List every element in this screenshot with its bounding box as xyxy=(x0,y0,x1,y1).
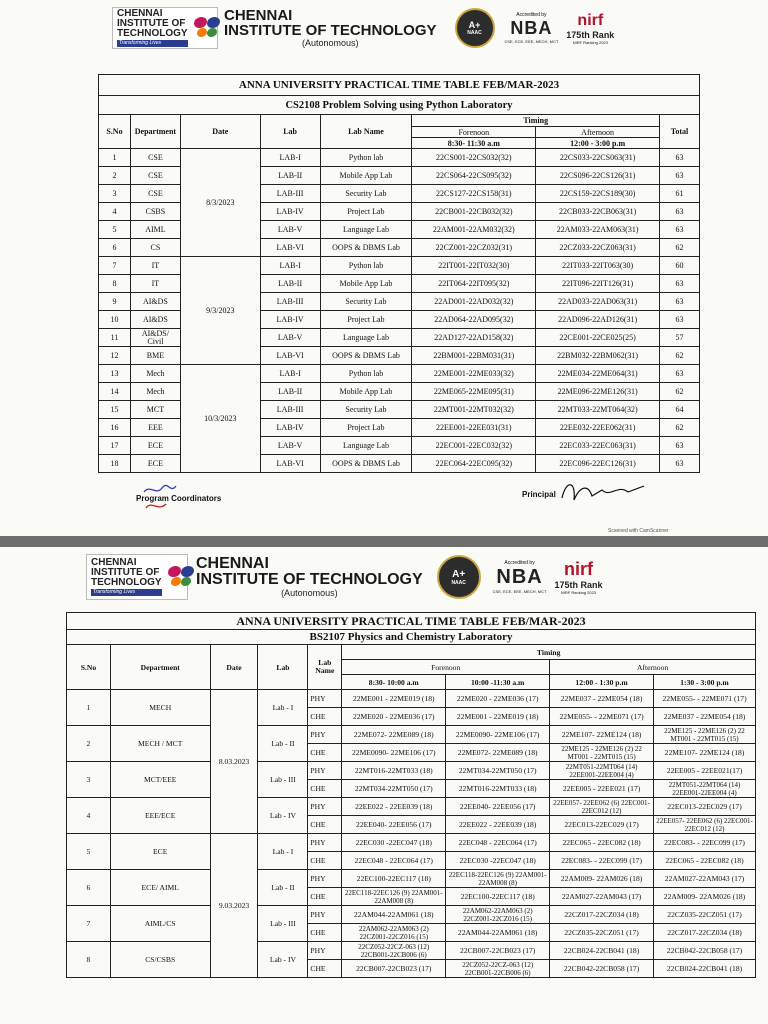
lab-name-cell: Python lab xyxy=(320,149,412,167)
col-date-2: Date xyxy=(210,645,258,690)
slot-cell: 22EC100-22EC117 (18) xyxy=(446,888,550,906)
lab-cell: Lab - II xyxy=(258,870,308,906)
table-row xyxy=(67,942,756,960)
forenoon-cell: 22ME065-22ME095(31) xyxy=(412,383,536,401)
lab-name-cell: PHY xyxy=(308,870,342,888)
afternoon-cell: 22AM033-22AM063(31) xyxy=(536,221,660,239)
afternoon-cell: 22EC033-22EC063(31) xyxy=(536,437,660,455)
lab-cell: LAB-VI xyxy=(260,239,320,257)
forenoon-cell: 22BM001-22BM031(31) xyxy=(412,347,536,365)
lab-cell: LAB-III xyxy=(260,185,320,203)
slot-cell: 22MT051-22MT064 (14) 22EE001-22EE004 (4) xyxy=(550,762,654,780)
slot-cell: 22EC118-22EC126 (9) 22AM001- 22AM008 (8) xyxy=(342,888,446,906)
lab-name-cell: Mobile App Lab xyxy=(320,383,412,401)
afternoon-cell: 22CS096-22CS126(31) xyxy=(536,167,660,185)
total-cell: 63 xyxy=(660,203,700,221)
afternoon-time: 12:00 - 3:00 p.m xyxy=(536,138,660,149)
slot-cell: 22EC100-22EC117 (18) xyxy=(342,870,446,888)
afternoon-cell: 22CS033-22CS063(31) xyxy=(536,149,660,167)
sno-cell: 3 xyxy=(99,185,131,203)
slot-cell: 22EC065 - 22EC082 (18) xyxy=(654,852,756,870)
department-cell: ECE/ AIML xyxy=(110,870,210,906)
sno-cell: 14 xyxy=(99,383,131,401)
slot-cell: 22CZ035-22CZ051 (17) xyxy=(654,906,756,924)
total-cell: 57 xyxy=(660,329,700,347)
department-cell: BME xyxy=(130,347,180,365)
slot-cell: 22MT034-22MT050 (17) xyxy=(342,780,446,798)
department-cell: CS/CSBS xyxy=(110,942,210,978)
col-lab-2: Lab xyxy=(258,645,308,690)
afternoon-cell: 22CS159-22CS189(30) xyxy=(536,185,660,203)
lab-name-cell: Mobile App Lab xyxy=(320,275,412,293)
lab-name-cell: PHY xyxy=(308,834,342,852)
forenoon-cell: 22CB001-22CB032(32) xyxy=(412,203,536,221)
cit-logo: CHENNAI INSTITUTE OF TECHNOLOGY Transforming Lives xyxy=(112,7,218,49)
principal-label: Principal xyxy=(522,490,556,499)
lab-name-cell: Security Lab xyxy=(320,293,412,311)
slot-cell: 22EC065 - 22EC082 (18) xyxy=(550,834,654,852)
date-cell: 8.03.2023 xyxy=(210,690,258,834)
total-cell: 61 xyxy=(660,185,700,203)
forenoon-cell: 22AD064-22AD095(32) xyxy=(412,311,536,329)
slot-cell: 22CB042-22CB058 (17) xyxy=(550,960,654,978)
slot-cell: 22ME001 - 22ME019 (18) xyxy=(446,708,550,726)
sno-cell: 15 xyxy=(99,401,131,419)
cit-logo-2: CHENNAI INSTITUTE OF TECHNOLOGY Transforming Lives xyxy=(86,554,188,600)
col-timing: Timing xyxy=(412,115,660,127)
lab-cell: LAB-II xyxy=(260,383,320,401)
department-cell: CS xyxy=(130,239,180,257)
sno-cell: 1 xyxy=(99,149,131,167)
afternoon-cell: 22BM032-22BM062(31) xyxy=(536,347,660,365)
lab-name-cell: OOPS & DBMS Lab xyxy=(320,239,412,257)
lab-cell: LAB-V xyxy=(260,437,320,455)
lab-cell: LAB-V xyxy=(260,329,320,347)
slot-cell: 22ME072- 22ME089 (18) xyxy=(446,744,550,762)
sno-cell: 6 xyxy=(67,870,111,906)
slot-cell: 22ME125 - 22ME126 (2) 22 MT001 - 22MT015 (15) xyxy=(550,744,654,762)
afternoon-cell: 22AD096-22AD126(31) xyxy=(536,311,660,329)
department-cell: AIML/CS xyxy=(110,906,210,942)
sno-cell: 4 xyxy=(99,203,131,221)
slot-cell: 22EC048 - 22EC064 (17) xyxy=(446,834,550,852)
lab-cell: LAB-IV xyxy=(260,203,320,221)
date-cell: 9/3/2023 xyxy=(180,257,260,365)
slot-cell: 22EC083- - 22EC099 (17) xyxy=(654,834,756,852)
slot-cell: 22ME107- 22ME124 (18) xyxy=(654,744,756,762)
lab-cell: Lab - III xyxy=(258,762,308,798)
department-cell: Mech xyxy=(130,365,180,383)
forenoon-cell: 22IT064-22IT095(32) xyxy=(412,275,536,293)
department-cell: ECE xyxy=(130,437,180,455)
afternoon-cell: 22ME034-22ME064(31) xyxy=(536,365,660,383)
sno-cell: 6 xyxy=(99,239,131,257)
lab-name-cell: PHY xyxy=(308,906,342,924)
department-cell: EEE/ECE xyxy=(110,798,210,834)
table-row xyxy=(67,690,756,708)
afternoon-cell: 22IT033-22IT063(30) xyxy=(536,257,660,275)
forenoon-cell: 22AM001-22AM032(32) xyxy=(412,221,536,239)
sno-cell: 13 xyxy=(99,365,131,383)
slot-cell: 22EC030 -22EC047 (18) xyxy=(446,852,550,870)
table-row xyxy=(67,870,756,888)
sno-cell: 5 xyxy=(67,834,111,870)
department-cell: IT xyxy=(130,275,180,293)
col-forenoon: Forenoon xyxy=(412,127,536,138)
lab-cell: LAB-V xyxy=(260,221,320,239)
total-cell: 62 xyxy=(660,419,700,437)
slot-cell: 22EC083- - 22EC099 (17) xyxy=(550,852,654,870)
lab-cell: Lab - III xyxy=(258,906,308,942)
nba-logo-2: Accredited by NBA CSE, ECE, EEE, MECH, MCT xyxy=(492,560,547,594)
lab-cell: Lab - IV xyxy=(258,942,308,978)
sno-cell: 2 xyxy=(67,726,111,762)
col-afternoon-2: Afternoon xyxy=(550,660,756,675)
slot-cell: 22MT016-22MT033 (18) xyxy=(446,780,550,798)
python-lab-timetable xyxy=(98,74,700,473)
department-cell: CSE xyxy=(130,185,180,203)
slot-cell: 22ME072- 22ME089 (18) xyxy=(342,726,446,744)
slot-cell: 22EC118-22EC126 (9) 22AM001- 22AM008 (8) xyxy=(446,870,550,888)
sno-cell: 1 xyxy=(67,690,111,726)
lab-cell: LAB-IV xyxy=(260,311,320,329)
lab-name-cell: OOPS & DBMS Lab xyxy=(320,455,412,473)
slot-cell: 22AM062-22AM063 (2) 22CZ001-22CZ016 (15) xyxy=(342,924,446,942)
butterfly-icon xyxy=(192,15,217,41)
slot-cell: 22AM044-22AM061 (18) xyxy=(446,924,550,942)
sno-cell: 17 xyxy=(99,437,131,455)
slot-cell: 22AM009- 22AM026 (18) xyxy=(654,888,756,906)
slot-cell: 22MT051-22MT064 (14) 22EE001-22EE004 (4) xyxy=(654,780,756,798)
slot-cell: 22AM044-22AM061 (18) xyxy=(342,906,446,924)
forenoon-cell: 22ME001-22ME033(32) xyxy=(412,365,536,383)
lab-name-cell: Python lab xyxy=(320,365,412,383)
total-cell: 60 xyxy=(660,257,700,275)
lab-name-cell: CHE xyxy=(308,960,342,978)
sno-cell: 12 xyxy=(99,347,131,365)
slot-cell: 22ME020 - 22ME036 (17) xyxy=(342,708,446,726)
slot-cell: 22MT016-22MT033 (18) xyxy=(342,762,446,780)
institute-header xyxy=(112,6,652,50)
date-cell: 8/3/2023 xyxy=(180,149,260,257)
sno-cell: 11 xyxy=(99,329,131,347)
table-row xyxy=(67,798,756,816)
sno-cell: 4 xyxy=(67,798,111,834)
nba-logo: Accredited by NBA CSE, ECE, EEE, MECH, MCT xyxy=(504,12,559,44)
lab-name-cell: PHY xyxy=(308,726,342,744)
slot-cell: 22ME055- - 22ME071 (17) xyxy=(550,708,654,726)
col-sno-2: S.No xyxy=(67,645,111,690)
forenoon-cell: 22MT001-22MT032(32) xyxy=(412,401,536,419)
slot-cell: 22CZ052-22CZ-063 (12) 22CB001-22CB006 (6) xyxy=(342,942,446,960)
slot-cell: 22EC048 - 22EC064 (17) xyxy=(342,852,446,870)
slot-cell: 22EC013-22EC029 (17) xyxy=(550,816,654,834)
total-cell: 63 xyxy=(660,365,700,383)
program-coordinators-label: Program Coordinators xyxy=(136,494,222,503)
lab-name-cell: CHE xyxy=(308,924,342,942)
col-date: Date xyxy=(180,115,260,149)
table-row xyxy=(67,834,756,852)
slot-cell: 22EE022 - 22EE039 (18) xyxy=(342,798,446,816)
slot-cell: 22EE022 - 22EE039 (18) xyxy=(446,816,550,834)
forenoon-cell: 22CZ001-22CZ032(31) xyxy=(412,239,536,257)
sno-cell: 8 xyxy=(67,942,111,978)
lab-cell: LAB-III xyxy=(260,401,320,419)
table-row xyxy=(67,906,756,924)
forenoon-cell: 22EE001-22EE031(31) xyxy=(412,419,536,437)
sno-cell: 3 xyxy=(67,762,111,798)
col-total: Total xyxy=(660,115,700,149)
slot-cell: 22ME037 - 22ME054 (18) xyxy=(654,708,756,726)
forenoon-cell: 22AD001-22AD032(32) xyxy=(412,293,536,311)
sno-cell: 9 xyxy=(99,293,131,311)
slot-2-time: 10:00 -11:30 a.m xyxy=(446,675,550,690)
total-cell: 64 xyxy=(660,401,700,419)
sno-cell: 7 xyxy=(67,906,111,942)
slot-3-time: 12:00 - 1:30 p.m xyxy=(550,675,654,690)
sno-cell: 16 xyxy=(99,419,131,437)
date-cell: 10/3/2023 xyxy=(180,365,260,473)
institute-name: CHENNAI INSTITUTE OF TECHNOLOGY (Autonomous) xyxy=(224,7,437,48)
col-department-2: Department xyxy=(110,645,210,690)
slot-cell: 22EE005 - 22EE021 (17) xyxy=(550,780,654,798)
department-cell: ECE xyxy=(110,834,210,870)
lab-name-cell: CHE xyxy=(308,780,342,798)
slot-cell: 22CB024-22CB041 (18) xyxy=(654,960,756,978)
slot-cell: 22CB007-22CB023 (17) xyxy=(446,942,550,960)
department-cell: Mech xyxy=(130,383,180,401)
lab-name-cell: CHE xyxy=(308,888,342,906)
col-department: Department xyxy=(130,115,180,149)
slot-cell: 22AM027-22AM043 (17) xyxy=(654,870,756,888)
slot-cell: 22AM062-22AM063 (2) 22CZ001-22CZ016 (15) xyxy=(446,906,550,924)
nirf-logo: nirf 175th Rank NIRF Ranking 2023 xyxy=(566,11,615,45)
col-timing-2: Timing xyxy=(342,645,756,660)
lab-name-cell: Project Lab xyxy=(320,311,412,329)
lab-cell: Lab - I xyxy=(258,834,308,870)
slot-cell: 22AM027-22AM043 (17) xyxy=(550,888,654,906)
total-cell: 62 xyxy=(660,347,700,365)
slot-cell: 22ME020 - 22ME036 (17) xyxy=(446,690,550,708)
sno-cell: 18 xyxy=(99,455,131,473)
slot-cell: 22CB042-22CB058 (17) xyxy=(654,942,756,960)
col-lab-name-2: Lab Name xyxy=(308,645,342,690)
slot-cell: 22CZ035-22CZ051 (17) xyxy=(550,924,654,942)
lab-name-cell: CHE xyxy=(308,744,342,762)
sno-cell: 5 xyxy=(99,221,131,239)
col-sno: S.No xyxy=(99,115,131,149)
total-cell: 63 xyxy=(660,275,700,293)
lab-name-cell: Project Lab xyxy=(320,419,412,437)
lab-cell: Lab - I xyxy=(258,690,308,726)
principal-signature xyxy=(558,478,648,508)
institute-name-2: CHENNAI INSTITUTE OF TECHNOLOGY (Autonomous) xyxy=(196,555,423,598)
total-cell: 62 xyxy=(660,383,700,401)
afternoon-cell: 22ME096-22ME126(31) xyxy=(536,383,660,401)
col-lab: Lab xyxy=(260,115,320,149)
forenoon-cell: 22CS001-22CS032(32) xyxy=(412,149,536,167)
department-cell: IT xyxy=(130,257,180,275)
table-row xyxy=(67,726,756,744)
department-cell: AI&DS xyxy=(130,293,180,311)
slot-cell: 22EE057- 22EE062 (6) 22EC001-22EC012 (12) xyxy=(654,816,756,834)
total-cell: 63 xyxy=(660,221,700,239)
afternoon-cell: 22AD033-22AD063(31) xyxy=(536,293,660,311)
department-cell: MECH xyxy=(110,690,210,726)
subject-title: CS2108 Problem Solving using Python Laboratory xyxy=(99,96,700,115)
lab-name-cell: Language Lab xyxy=(320,221,412,239)
lab-name-cell: Language Lab xyxy=(320,437,412,455)
page-2 xyxy=(0,547,768,1024)
slot-cell: 22EC030 -22EC047 (18) xyxy=(342,834,446,852)
afternoon-cell: 22CE001-22CE025(25) xyxy=(536,329,660,347)
slot-cell: 22EE040- 22EE056 (17) xyxy=(342,816,446,834)
lab-cell: LAB-IV xyxy=(260,419,320,437)
afternoon-cell: 22EE032-22EE062(31) xyxy=(536,419,660,437)
date-cell: 9.03.2023 xyxy=(210,834,258,978)
slot-cell: 22ME107- 22ME124 (18) xyxy=(550,726,654,744)
department-cell: EEE xyxy=(130,419,180,437)
slot-cell: 22ME055- - 22ME071 (17) xyxy=(654,690,756,708)
slot-cell: 22CB024-22CB041 (18) xyxy=(550,942,654,960)
lab-cell: LAB-II xyxy=(260,167,320,185)
slot-cell: 22ME125 - 22ME126 (2) 22 MT001 - 22MT015 (15) xyxy=(654,726,756,744)
department-cell: MCT xyxy=(130,401,180,419)
lab-name-cell: CHE xyxy=(308,852,342,870)
department-cell: CSE xyxy=(130,149,180,167)
timetable-title: ANNA UNIVERSITY PRACTICAL TIME TABLE FEB/MAR-2023 xyxy=(99,75,700,96)
slot-cell: 22EE005 - 22EE021(17) xyxy=(654,762,756,780)
sno-cell: 7 xyxy=(99,257,131,275)
forenoon-cell: 22EC064-22EC095(32) xyxy=(412,455,536,473)
slot-cell: 22CZ017-22CZ034 (18) xyxy=(550,906,654,924)
slot-cell: 22CZ052-22CZ-063 (12) 22CB001-22CB006 (6) xyxy=(446,960,550,978)
naac-badge-2: A+ NAAC xyxy=(437,555,481,599)
lab-cell: LAB-II xyxy=(260,275,320,293)
slot-1-time: 8:30- 10:00 a.m xyxy=(342,675,446,690)
slot-cell: 22MT034-22MT050 (17) xyxy=(446,762,550,780)
total-cell: 62 xyxy=(660,239,700,257)
afternoon-cell: 22CB033-22CB063(31) xyxy=(536,203,660,221)
slot-cell: 22AM009- 22AM026 (18) xyxy=(550,870,654,888)
slot-cell: 22ME037 - 22ME054 (18) xyxy=(550,690,654,708)
lab-name-cell: PHY xyxy=(308,762,342,780)
lab-name-cell: Language Lab xyxy=(320,329,412,347)
lab-name-cell: OOPS & DBMS Lab xyxy=(320,347,412,365)
subject-title-2: BS2107 Physics and Chemistry Laboratory xyxy=(67,630,756,645)
lab-cell: LAB-I xyxy=(260,257,320,275)
lab-cell: LAB-III xyxy=(260,293,320,311)
slot-cell: 22CZ017-22CZ034 (18) xyxy=(654,924,756,942)
table-row xyxy=(99,149,700,167)
scanner-watermark: Scanned with CamScanner xyxy=(608,528,669,534)
department-cell: AI&DS/ Civil xyxy=(130,329,180,347)
lab-cell: Lab - IV xyxy=(258,798,308,834)
col-afternoon: Afternoon xyxy=(536,127,660,138)
total-cell: 63 xyxy=(660,437,700,455)
department-cell: MECH / MCT xyxy=(110,726,210,762)
lab-cell: LAB-VI xyxy=(260,347,320,365)
table-row xyxy=(99,257,700,275)
forenoon-time: 8:30- 11:30 a.m xyxy=(412,138,536,149)
slot-cell: 22ME0090- 22ME106 (17) xyxy=(342,744,446,762)
total-cell: 63 xyxy=(660,167,700,185)
lab-name-cell: Project Lab xyxy=(320,203,412,221)
forenoon-cell: 22IT001-22IT032(30) xyxy=(412,257,536,275)
sno-cell: 8 xyxy=(99,275,131,293)
total-cell: 63 xyxy=(660,293,700,311)
department-cell: AIML xyxy=(130,221,180,239)
afternoon-cell: 22MT033-22MT064(32) xyxy=(536,401,660,419)
lab-name-cell: CHE xyxy=(308,816,342,834)
slot-cell: 22ME001 - 22ME019 (18) xyxy=(342,690,446,708)
slot-4-time: 1:30 - 3:00 p.m xyxy=(654,675,756,690)
butterfly-icon xyxy=(166,564,187,590)
slot-cell: 22EE057- 22EE062 (6) 22EC001-22EC012 (12) xyxy=(550,798,654,816)
col-lab-name: Lab Name xyxy=(320,115,412,149)
nirf-logo-2: nirf 175th Rank NIRF Ranking 2023 xyxy=(554,559,603,595)
forenoon-cell: 22CS127-22CS158(31) xyxy=(412,185,536,203)
table-row xyxy=(99,365,700,383)
slot-cell: 22CB007-22CB023 (17) xyxy=(342,960,446,978)
institute-header-2 xyxy=(86,551,666,603)
sno-cell: 2 xyxy=(99,167,131,185)
department-cell: AI&DS xyxy=(130,311,180,329)
lab-cell: LAB-VI xyxy=(260,455,320,473)
afternoon-cell: 22IT096-22IT126(31) xyxy=(536,275,660,293)
slot-cell: 22EC013-22EC029 (17) xyxy=(654,798,756,816)
table-row xyxy=(67,762,756,780)
lab-cell: LAB-I xyxy=(260,149,320,167)
lab-name-cell: CHE xyxy=(308,708,342,726)
sno-cell: 10 xyxy=(99,311,131,329)
department-cell: CSBS xyxy=(130,203,180,221)
afternoon-cell: 22EC096-22EC126(31) xyxy=(536,455,660,473)
lab-name-cell: PHY xyxy=(308,798,342,816)
lab-name-cell: Security Lab xyxy=(320,185,412,203)
naac-badge: A+ NAAC xyxy=(455,8,495,48)
afternoon-cell: 22CZ033-22CZ063(31) xyxy=(536,239,660,257)
timetable-title-2: ANNA UNIVERSITY PRACTICAL TIME TABLE FEB/MAR-2023 xyxy=(67,613,756,630)
total-cell: 63 xyxy=(660,455,700,473)
department-cell: MCT/EEE xyxy=(110,762,210,798)
col-forenoon-2: Forenoon xyxy=(342,660,550,675)
lab-name-cell: PHY xyxy=(308,690,342,708)
lab-name-cell: PHY xyxy=(308,942,342,960)
department-cell: ECE xyxy=(130,455,180,473)
slot-cell: 22ME0090- 22ME106 (17) xyxy=(446,726,550,744)
lab-name-cell: Python lab xyxy=(320,257,412,275)
lab-cell: LAB-I xyxy=(260,365,320,383)
forenoon-cell: 22AD127-22AD158(32) xyxy=(412,329,536,347)
total-cell: 63 xyxy=(660,311,700,329)
slot-cell: 22EE040- 22EE056 (17) xyxy=(446,798,550,816)
department-cell: CSE xyxy=(130,167,180,185)
forenoon-cell: 22EC001-22EC032(32) xyxy=(412,437,536,455)
total-cell: 63 xyxy=(660,149,700,167)
physics-chemistry-timetable xyxy=(66,612,756,978)
forenoon-cell: 22CS064-22CS095(32) xyxy=(412,167,536,185)
lab-cell: Lab - II xyxy=(258,726,308,762)
lab-name-cell: Security Lab xyxy=(320,401,412,419)
lab-name-cell: Mobile App Lab xyxy=(320,167,412,185)
